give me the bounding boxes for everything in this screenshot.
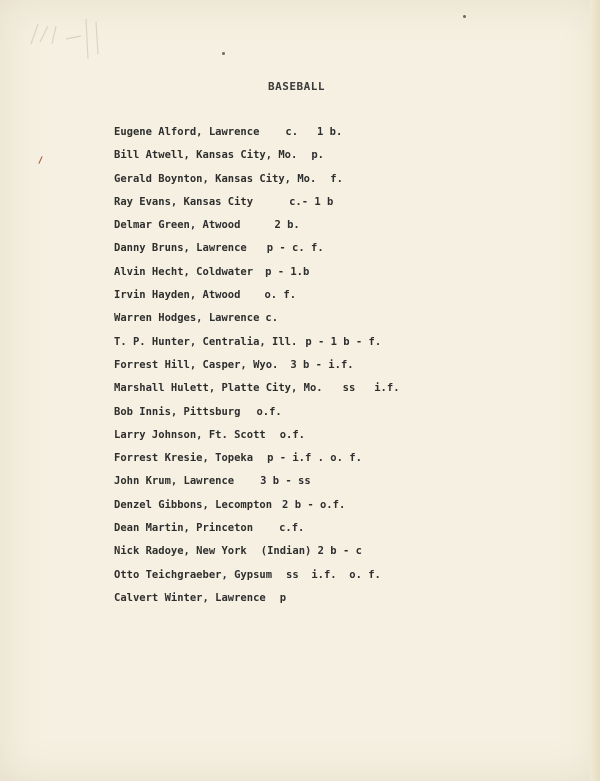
player-name: Warren Hodges, Lawrence (114, 312, 260, 325)
player-name: Bill Atwell, Kansas City, Mo. (114, 149, 298, 162)
pencil-marks (26, 14, 106, 64)
player-name: Calvert Winter, Lawrence (114, 591, 266, 604)
red-tick-mark (38, 156, 42, 164)
player-name: Ray Evans, Kansas City (114, 195, 254, 208)
ink-dot (463, 15, 466, 18)
player-name: Irvin Hayden, Atwood (114, 289, 241, 302)
player-row (114, 380, 544, 403)
player-position: p - i.f . o. f. (267, 452, 362, 465)
player-position: c. 1 b. (285, 126, 343, 138)
player-row (114, 567, 544, 590)
player-position: 3 b - ss (260, 475, 311, 488)
paper-edge (590, 0, 600, 781)
player-position: 3 b - i.f. (290, 358, 354, 371)
player-name: T. P. Hunter, Centralia, Ill. (114, 335, 298, 348)
player-name: Bob Innis, Pittsburg (114, 405, 241, 418)
player-name: Eugene Alford, Lawrence (114, 126, 260, 138)
player-row (114, 450, 544, 473)
player-name: Forrest Hill, Casper, Wyo. (114, 358, 279, 371)
player-row (114, 543, 544, 566)
player-name: Denzel Gibbons, Lecompton (114, 498, 273, 511)
player-position: p - 1 b - f. (305, 335, 382, 348)
page-title: BASEBALL (268, 80, 325, 93)
player-name: Marshall Hulett, Platte City, Mo. (114, 382, 323, 395)
player-roster (114, 124, 544, 613)
player-position: p. (311, 149, 324, 162)
player-position: (Indian) 2 b - c (260, 545, 362, 558)
player-position: o.f. (279, 428, 306, 441)
player-row (114, 310, 544, 333)
player-name: Otto Teichgraeber, Gypsum (114, 568, 273, 581)
player-row (114, 264, 544, 287)
player-position: 2 b - o.f. (282, 498, 346, 511)
player-row (114, 473, 544, 496)
player-name: Dean Martin, Princeton (114, 522, 254, 535)
player-row (114, 497, 544, 520)
player-position: ss i.f. o. f. (286, 568, 381, 581)
player-row (114, 147, 544, 170)
player-name: Forrest Kresie, Topeka (114, 452, 254, 465)
player-name: Alvin Hecht, Coldwater (114, 265, 254, 278)
player-name: Gerald Boynton, Kansas City, Mo. (114, 172, 317, 185)
player-position: o. f. (264, 289, 297, 302)
player-row (114, 404, 544, 427)
player-position: c.f. (279, 522, 305, 535)
player-row (114, 334, 544, 357)
player-position: p - c. f. (266, 242, 324, 255)
player-name: Delmar Green, Atwood (114, 219, 241, 232)
player-position: c.- 1 b (289, 195, 334, 208)
player-row (114, 520, 544, 543)
player-row (114, 171, 544, 194)
player-position: 2 b. (274, 219, 300, 232)
player-row (114, 287, 544, 310)
player-position: p - 1.b (265, 265, 310, 278)
player-name: Larry Johnson, Ft. Scott (114, 428, 266, 441)
player-position: ss i.f. (342, 382, 400, 395)
player-row (114, 240, 544, 263)
player-position: o.f. (256, 405, 282, 418)
player-row (114, 124, 544, 147)
ink-dot (222, 52, 225, 55)
player-position: p (279, 591, 287, 604)
player-position: c. (265, 312, 279, 325)
player-position: f. (330, 172, 343, 185)
player-row (114, 590, 544, 613)
player-name: Danny Bruns, Lawrence (114, 242, 247, 255)
player-row (114, 427, 544, 450)
player-name: John Krum, Lawrence (114, 475, 235, 488)
player-row (114, 357, 544, 380)
player-row (114, 194, 544, 217)
player-row (114, 217, 544, 240)
player-name: Nick Radoye, New York (114, 545, 247, 558)
